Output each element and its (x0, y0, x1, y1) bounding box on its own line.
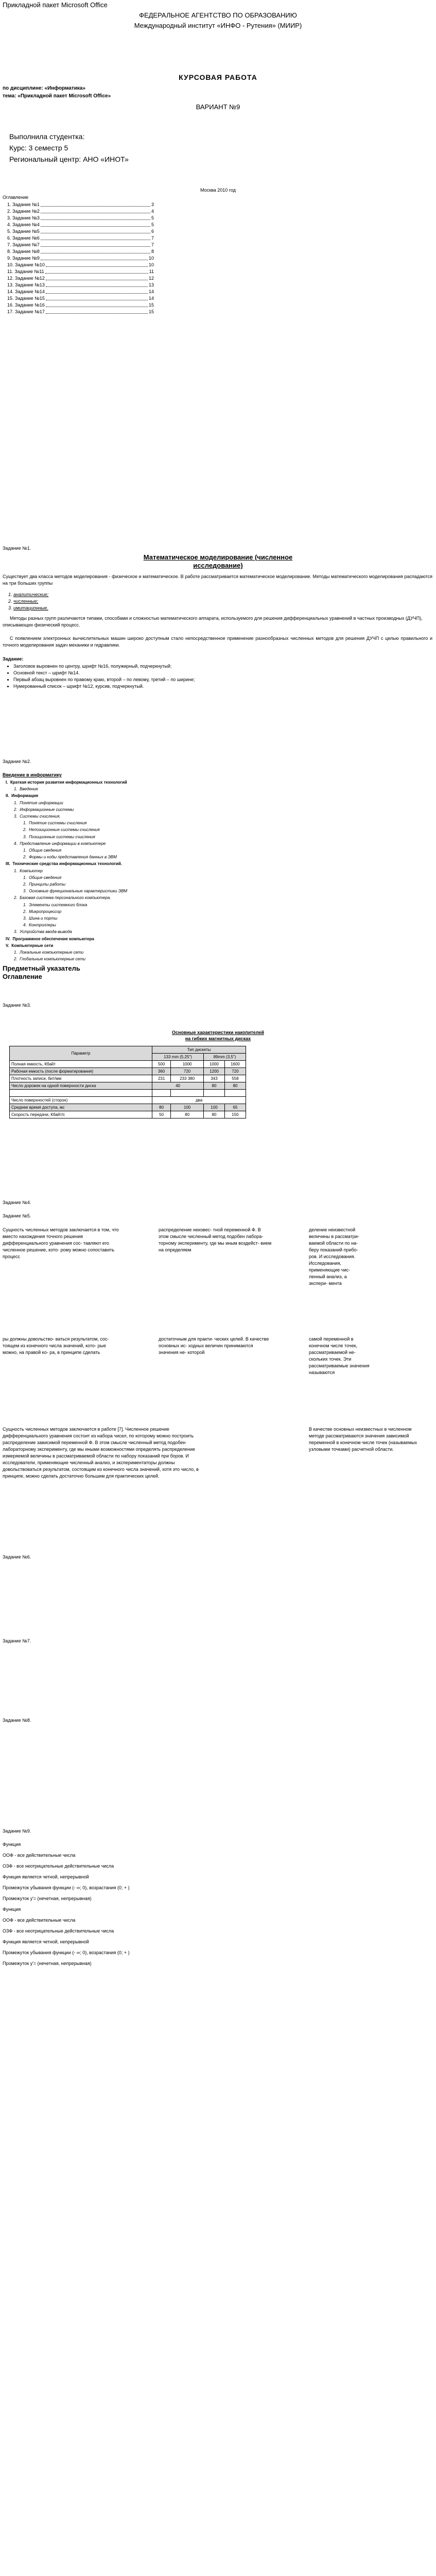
task7-heading: Задание №7. (3, 1638, 31, 1643)
toc-list (7, 201, 154, 315)
toc-entry-number: 14. (7, 289, 15, 294)
outline-text: Элементы системного блока (29, 902, 88, 907)
toc-entry-number: 5. (7, 229, 13, 234)
toc-entry[interactable] (7, 302, 154, 309)
table-row (10, 1075, 246, 1082)
task5-row2-col2: достаточным для практи- ческих целей. В качестве основных ис- ходных величин принимаются значения не- которой (159, 1336, 269, 1355)
function-property-line: ООФ - все действительные числа (3, 1918, 76, 1923)
table-cell: Плотность записи, бит/мм (10, 1075, 152, 1082)
outline-text: Введение (20, 787, 38, 792)
outline-marker: 3. (23, 916, 29, 921)
table-row (10, 1090, 246, 1097)
toc-leader (46, 302, 148, 307)
toc-entry-page: 10 (148, 256, 154, 261)
outline-marker: IV. (6, 936, 13, 941)
task1-requirements (4, 663, 230, 690)
outline-item (3, 888, 311, 894)
table-cell: 360 (152, 1068, 171, 1075)
task6-heading: Задание №6. (3, 1554, 31, 1560)
toc-entry-number: 1. (7, 202, 13, 207)
outline-marker: 3. (14, 814, 20, 819)
toc-entry-label: Задание №5 (12, 229, 40, 234)
table-cell (203, 1090, 224, 1097)
toc-entry-page: 12 (148, 276, 154, 281)
table-cell: 1600 (224, 1061, 246, 1068)
table-header: 89mm (3,5") (203, 1054, 246, 1061)
outline-item (3, 847, 311, 854)
table-cell (171, 1090, 204, 1097)
toc-entry-number: 3. (7, 215, 13, 221)
toc-leader (41, 235, 150, 240)
outline-text: Общие сведения (29, 875, 62, 880)
table-header: Параметр (10, 1046, 152, 1061)
toc-entry[interactable] (7, 228, 154, 235)
toc-leader (46, 295, 148, 300)
toc-entry-number: 17. (7, 309, 15, 314)
table-cell: 80 (203, 1111, 224, 1118)
table-cell: 100 (203, 1104, 224, 1111)
table-row (10, 1104, 246, 1111)
outline-marker: 3. (14, 929, 20, 935)
outline-text: Базовая система персонального компьютера. (20, 895, 111, 901)
outline-item (3, 942, 311, 949)
table-row (10, 1061, 246, 1068)
task1-para1: Существует два класса методов моделирования - физическое и математическое. В работе рассматривается математическое моделирование. Методы математического моделирования распадаются на три больших группы (3, 574, 432, 586)
outline-text: Программное обеспечение компьютера (12, 936, 94, 941)
table-cell: 720 (224, 1068, 246, 1075)
toc-entry-label: Задание №8 (12, 249, 40, 254)
task1-method-list (4, 591, 48, 612)
outline-item (3, 915, 311, 922)
function-property-line: ООФ - все действительные числа (3, 1853, 76, 1858)
topic-value: «Прикладной пакет Microsoft Office» (18, 93, 111, 99)
index-heading: Предметный указатель (3, 964, 80, 972)
outline-marker: 4. (14, 841, 20, 846)
outline-marker: 4. (23, 923, 29, 928)
outline-text: Шина и порты (29, 916, 58, 921)
outline-text: Принципы работы (29, 882, 66, 887)
task5-heading: Задание №5. (3, 1213, 31, 1218)
toc-entry-label: Задание №16 (15, 302, 45, 308)
table-row (10, 1046, 246, 1054)
table-cell: 1200 (203, 1068, 224, 1075)
table-cell: Полная емкость, Кбайт (10, 1061, 152, 1068)
toc-leader (46, 309, 148, 314)
list-item: • Нумерованный список – шрифт №12, курсив, подчеркнутый. (13, 683, 230, 690)
function-property-line: ОЗФ - все неотрицательные действительные числа (3, 1928, 114, 1934)
outline-marker: 1. (23, 848, 29, 853)
task3-table-title-line2: на гибких магнитных дисках (185, 1036, 251, 1041)
table-cell: 343 (203, 1075, 224, 1082)
outline-marker: 3. (23, 889, 29, 894)
toc-entry[interactable] (7, 242, 154, 248)
work-type: КУРСОВАЯ РАБОТА (179, 73, 257, 81)
outline-marker: II. (6, 793, 12, 799)
task1-task-label: Задание: (3, 656, 24, 662)
toc-entry-page: 8 (151, 249, 154, 254)
outline-text: Основные функциональные характеристики ЭВМ (29, 889, 128, 894)
toc-entry-page: 13 (148, 282, 154, 287)
table-cell: 80 (171, 1111, 204, 1118)
header-text: Прикладной пакет Microsoft Office (3, 1, 108, 9)
toc-entry-label: Задание №10 (15, 262, 45, 267)
function-property-line: Функция является четной, непрерывной (3, 1874, 89, 1879)
task1-para2: Методы разных групп различаются типами, способами и сложностью математического аппарата, используемого для решения дифференциальных уравнений в частных производных (ДУЧП), описывающих физический процесс. (3, 616, 423, 628)
outline-item (3, 894, 311, 901)
table-cell: 150 (224, 1111, 246, 1118)
student-line: Выполнила студентка: (9, 132, 85, 141)
toc-entry-label: Задание №3 (12, 215, 40, 221)
list-item: 1. аналитические; (13, 591, 48, 598)
task4-heading: Задание №4. (3, 1200, 31, 1205)
table-cell (224, 1090, 246, 1097)
toc-entry-label: Задание №7 (12, 242, 40, 247)
outline-text: Непозиционные системы счисления (29, 827, 100, 833)
table-cell: 80 (203, 1082, 224, 1090)
outline-item (3, 936, 311, 942)
task3-table-title-line1: Основные характеристики накопителей (172, 1030, 264, 1035)
toc-entry-label: Задание №17 (15, 309, 45, 314)
toc-entry-number: 6. (7, 235, 13, 241)
function-property-line: Промежуток y'= (нечетная, непрерывная) (3, 1961, 92, 1966)
outline-item (3, 868, 311, 874)
task5-col3: деление неизвестной величины в рассматри- ваемой области по на- беру показаний прибо- ров. И исследования. Исследования, применяющие чис- ленный анализ, а экспери- мента (309, 1227, 359, 1286)
institute-line: Международный институт «ИНФО - Рутения» (МИИР) (134, 22, 302, 29)
table-cell: 231 (152, 1075, 171, 1082)
toc-leader (41, 255, 148, 260)
outline-item (3, 834, 311, 840)
toc-entry-label: Задание №14 (15, 289, 45, 294)
task1-heading: Задание №1. (3, 546, 31, 551)
toc-leader (46, 262, 148, 267)
toc-entry-page: 7 (151, 235, 154, 241)
toc-entry-label: Задание №13 (15, 282, 45, 287)
toc-leader (46, 275, 148, 280)
outline-item (3, 908, 311, 915)
outline-marker: III. (6, 861, 13, 867)
table-row (10, 1068, 246, 1075)
toc-entry[interactable] (7, 208, 154, 215)
toc-leader (41, 222, 150, 227)
table-cell: 50 (152, 1111, 171, 1118)
toc-entry-label: Задание №11 (14, 269, 44, 274)
task5-para1: Сущность численных методов заключается в работе [7]. Численное решение дифференциального уравнения состоит из набора чисел, по которому можно построить распределение зависимой переменной Ф. В этом смысле численный метод подобен лабораторному эксперименту, где мы иными возможностями определять распределение измеряемой величины в рассматриваемой области по набору показаний при боров. И исследователи, применяющие численный анализ, и экспериментаторы должны довольствоваться результатом, состоящим из конечного числа значений, хотя это число, в принципе, можно сделать достаточно большим для практических целей. (3, 1427, 199, 1479)
outline-item (3, 779, 311, 786)
toc-entry-page: 3 (151, 202, 154, 207)
table-cell: 1000 (171, 1061, 204, 1068)
city-year: Москва 2010 год (200, 188, 236, 193)
task1-title (0, 553, 436, 570)
discipline-line (3, 86, 85, 91)
outline-marker: 2. (14, 807, 20, 812)
outline-text: Контроллеры (29, 923, 56, 928)
topic-label: тема: (3, 93, 16, 99)
outline-item (3, 956, 311, 962)
table-cell: 80 (224, 1082, 246, 1090)
table-cell: Скорость передачи, Кбайт/с (10, 1111, 152, 1118)
task9-lines (3, 1839, 260, 1969)
table-cell: Число поверхностей (сторон) (10, 1097, 152, 1104)
toc-leader (45, 268, 148, 274)
table-cell: Среднее время доступа, мс (10, 1104, 152, 1111)
toc-entry[interactable] (7, 282, 154, 289)
toc-entry-number: 12. (7, 276, 15, 281)
list-item: 2. численные; (13, 598, 48, 605)
task5-row2-col1: ры должны довольство- ваться результатом, сос- тоящем из конечного числа значений, кото- рые можно, на правой ко- ра, в принципе сделать (3, 1336, 109, 1355)
agency-line: ФЕДЕРАЛЬНОЕ АГЕНТСТВО ПО ОБРАЗОВАНИЮ (139, 11, 297, 19)
table-cell (152, 1090, 171, 1097)
table-cell: Рабочая емкость (после форматирования) (10, 1068, 152, 1075)
index-sub: Оглавление (3, 973, 42, 980)
table-cell (10, 1090, 152, 1097)
outline-text: Системы счисления. (20, 814, 61, 819)
topic-line (3, 93, 111, 99)
outline-text: Представление информации в компьютере (20, 841, 106, 846)
toc-entry-number: 10. (7, 262, 15, 267)
outline-marker: 2. (14, 957, 20, 962)
outline-marker: 1. (14, 787, 20, 792)
outline-text: Компьютерные сети (11, 943, 54, 948)
outline-item (3, 860, 311, 867)
toc-entry[interactable] (7, 222, 154, 228)
toc-entry[interactable] (7, 262, 154, 268)
toc-entry-page: 5 (151, 222, 154, 227)
discipline-label: по дисциплине: (3, 86, 43, 91)
outline-item (3, 881, 311, 888)
outline-text: Формы и коды представления данных в ЭВМ (29, 855, 117, 860)
toc-entry[interactable] (7, 255, 154, 262)
toc-leader (41, 215, 150, 220)
outline-marker: 2. (23, 909, 29, 914)
function-property-line: Промежуток убывания функции (- ∞; 0), возрастания (0; + ) (3, 1885, 130, 1890)
toc-leader (41, 208, 150, 213)
table-header: Тип дискеты (152, 1046, 246, 1054)
outline-item (3, 792, 311, 799)
outline-text: Глобальные компьютерные сети (20, 957, 85, 962)
toc-entry-page: 14 (148, 289, 154, 294)
toc-leader (41, 201, 150, 207)
outline-text: Общие сведения (29, 848, 62, 853)
outline-text: Компьютер (20, 868, 43, 873)
toc-entry-page: 15 (148, 302, 154, 308)
task8-heading: Задание №8. (3, 1718, 31, 1723)
toc-entry[interactable] (7, 248, 154, 255)
outline-item (3, 806, 311, 813)
toc-entry-number: 16. (7, 302, 15, 308)
toc-entry-page: 4 (151, 209, 154, 214)
table-cell: 720 (171, 1068, 204, 1075)
toc-entry[interactable] (7, 275, 154, 282)
toc-entry-page: 10 (148, 262, 154, 267)
toc-leader (41, 248, 150, 253)
toc-entry-page: 5 (151, 215, 154, 221)
outline-text: Информационные системы (20, 807, 74, 812)
outline-item (3, 949, 311, 956)
table-cell: 558 (224, 1075, 246, 1082)
outline-item (3, 786, 311, 792)
task5-col2: распределение неизвес- тной переменной Ф. В этом смысле численный метод подобен лабора- торному эксперименту, где мы иным воздейст- вием на определяем (159, 1227, 272, 1252)
task5-row2-col3: самой переменной в конечном числе точек, рассматриваемой не- скольких точек. Эти рассматриваемые значения называются (309, 1336, 370, 1375)
toc-entry-number: 7. (7, 242, 13, 247)
outline-marker: 1. (23, 821, 29, 826)
outline-item (3, 902, 311, 908)
table-cell: Число дорожек на одной поверхности диска (10, 1082, 152, 1090)
table-row (10, 1082, 246, 1090)
toc-entry[interactable] (7, 309, 154, 315)
toc-entry-label: Задание №2 (12, 209, 40, 214)
outline-marker: 1. (14, 868, 20, 873)
outline-text: Понятие информации (20, 800, 63, 805)
toc-entry-page: 15 (148, 309, 154, 314)
list-item: • Первый абзац выровнен по правому краю, второй – по левому, третий – по ширине; (13, 676, 230, 683)
table-cell: 233 380 (171, 1075, 204, 1082)
function-property-line: Промежуток y'= (нечетная, непрерывная) (3, 1896, 92, 1901)
list-item: • Заголовок выровнен по центру, шрифт №16, полужирный, подчеркнутый; (13, 663, 230, 670)
variant: ВАРИАНТ №9 (196, 103, 240, 111)
task3-table-title (0, 1029, 436, 1042)
table-row (10, 1111, 246, 1118)
list-item: 3. имитационные. (13, 605, 48, 612)
outline-item (3, 813, 311, 820)
toc-entry-page: 6 (151, 229, 154, 234)
outline-marker: 1. (14, 800, 20, 805)
table-cell: 80 (152, 1104, 171, 1111)
outline-marker: 1. (14, 950, 20, 955)
function-property-line: Промежуток убывания функции (- ∞; 0), возрастания (0; + ) (3, 1950, 130, 1955)
task9-heading: Задание №9. (3, 1828, 31, 1834)
table-header: 133 mm (5,25") (152, 1054, 204, 1061)
toc-entry[interactable] (7, 295, 154, 302)
toc-entry-number: 8. (7, 249, 13, 254)
outline-item (3, 820, 311, 826)
discipline-value: «Информатика» (44, 86, 86, 91)
task5-para2: В качестве основных неизвестных в численном методе рассматриваются значения зависимой переменной в конечном числе точек (называемых узловыми точками) расчетной области. (309, 1427, 417, 1452)
outline-item (3, 928, 311, 935)
outline-marker: V. (6, 943, 12, 948)
toc-entry-number: 4. (7, 222, 13, 227)
toc-entry[interactable] (7, 268, 154, 275)
outline-item (3, 874, 311, 881)
outline-item (3, 800, 311, 806)
outline-marker: 1. (23, 875, 29, 880)
function-property-line: Функция (3, 1907, 21, 1912)
toc-entry-label: Задание №4 (12, 222, 40, 227)
toc-leader (46, 289, 148, 294)
outline-marker: 2. (14, 895, 20, 901)
table-cell: 1000 (203, 1061, 224, 1068)
course-line: Курс: 3 семестр 5 (9, 144, 68, 152)
toc-entry-label: Задание №9 (12, 256, 40, 261)
outline-text: Устройства ввода-вывода (20, 929, 72, 935)
toc-entry-number: 2. (7, 209, 13, 214)
outline-marker: 3. (23, 834, 29, 839)
task2-heading: Задание №2. (3, 759, 31, 764)
outline-marker: 1. (23, 902, 29, 907)
outline-marker: 2. (23, 882, 29, 887)
toc-entry-number: 9. (7, 256, 13, 261)
toc-entry-number: 11. (7, 269, 15, 274)
outline-item (3, 840, 311, 847)
outline-text: Технические средства информационных технологий. (12, 861, 122, 867)
outline-marker: I. (6, 780, 10, 785)
toc-entry[interactable] (7, 215, 154, 222)
toc-leader (41, 242, 150, 247)
floppy-table (9, 1046, 246, 1118)
task5-col1: Сущность численных методов заключается в том, что вместо нахождения точного решения дифференциального уравнения сос- тавляют его численное решение, кото- рому можно сопоставить процесс (3, 1227, 119, 1259)
list-item: • Основной текст – шрифт №14. (13, 670, 230, 676)
toc-leader (46, 282, 148, 287)
table-cell: 100 (171, 1104, 204, 1111)
task3-heading: Задание №3. (3, 1003, 31, 1008)
toc-entry-label: Задание №15 (15, 296, 45, 301)
outline-text: Информация (11, 793, 39, 799)
table-row (10, 1097, 246, 1104)
toc-entry-page: 11 (149, 269, 154, 274)
toc-entry-label: Задание №1 (12, 202, 40, 207)
toc-leader (41, 228, 150, 233)
outline-marker: 2. (23, 855, 29, 860)
outline-text: Локальные компьютерные сети (20, 950, 84, 955)
outline-item (3, 826, 311, 833)
table-cell: два (152, 1097, 246, 1104)
table-cell: 500 (152, 1061, 171, 1068)
center-line: Региональный центр: АНО «ИНОТ» (9, 155, 129, 163)
toc-entry-number: 13. (7, 282, 15, 287)
toc-entry[interactable] (7, 201, 154, 208)
function-property-line: Функция является четной, непрерывной (3, 1939, 89, 1944)
task1-para3: С появлением электронных вычислительных машин широко доступным стало непосредственное применение разнообразных численных методов для решения ДУЧП с целью правильного и точного моделирования задач механики и гидравлики. (3, 636, 432, 648)
outline-text: Понятие системы счисления (29, 821, 87, 826)
toc-entry-page: 7 (151, 242, 154, 247)
outline-item (3, 922, 311, 928)
task1-title-line1: Математическое моделирование (численное (143, 553, 293, 561)
toc-entry-label: Задание №12 (15, 276, 45, 281)
toc-entry-page: 14 (148, 296, 154, 301)
outline-marker: 2. (23, 827, 29, 833)
task2-outline (3, 779, 311, 962)
toc-entry[interactable] (7, 235, 154, 242)
task1-title-line2: исследование) (193, 562, 243, 569)
function-property-line: ОЗФ - все неотрицательные действительные числа (3, 1863, 114, 1869)
toc-heading: Оглавление (3, 195, 29, 200)
outline-text: Микропроцессор (29, 909, 62, 914)
table-cell: 65 (224, 1104, 246, 1111)
outline-item (3, 854, 311, 860)
function-property-line: Функция (3, 1842, 21, 1847)
outline-text: Позиционные системы счисления (29, 834, 95, 839)
task2-intro: Введение в информатику (3, 772, 62, 777)
toc-entry-label: Задание №6 (12, 235, 40, 241)
outline-text: Краткая история развития информационных технологий (10, 780, 127, 785)
toc-entry[interactable] (7, 289, 154, 295)
table-cell: 40 (152, 1082, 204, 1090)
toc-entry-number: 15. (7, 296, 15, 301)
